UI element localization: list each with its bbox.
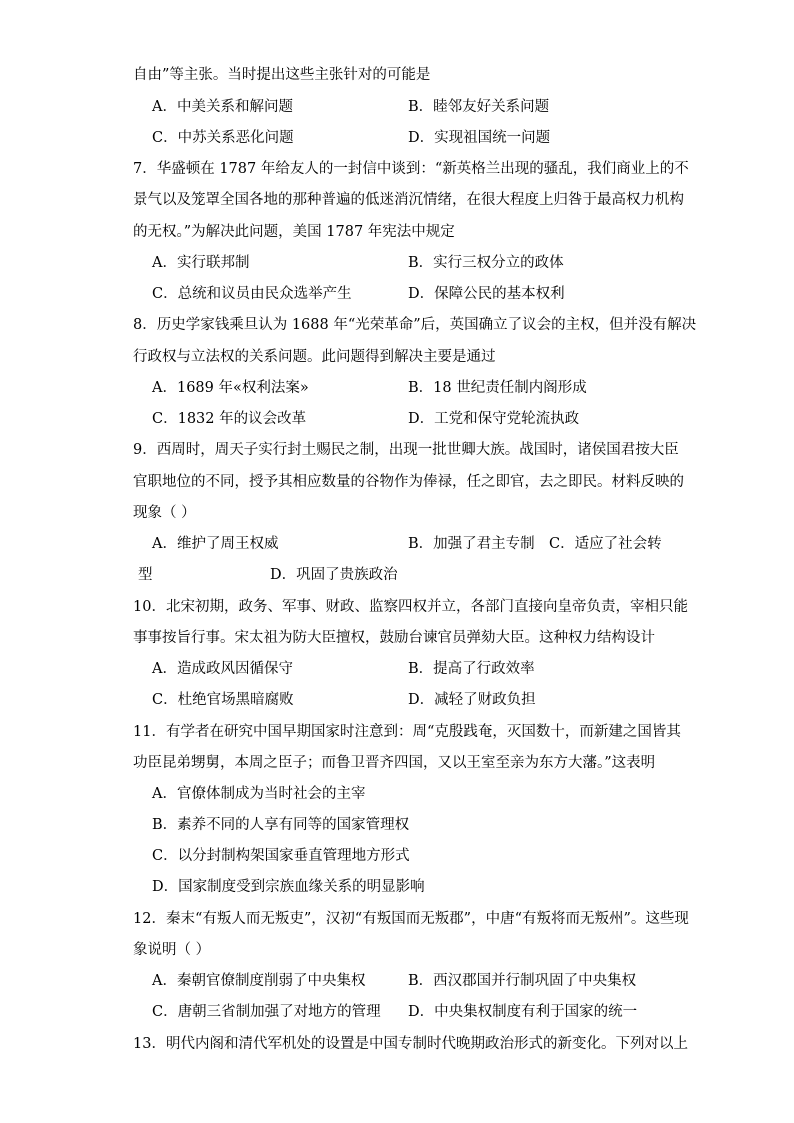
q10-option-b[interactable]: B．提高了行政效率: [408, 661, 535, 677]
q9-option-a[interactable]: A．维护了周王权威: [152, 536, 279, 552]
q8-option-b[interactable]: B．18 世纪责任制内阁形成: [408, 380, 587, 396]
q10-option-c[interactable]: C．杜绝官场黑暗腐败: [152, 692, 294, 708]
q10-stem-line2: 事事按旨行事。宋太祖为防大臣擅权，鼓励台谏官员弹劾大臣。这种权力结构设计: [133, 630, 655, 646]
q12-option-d[interactable]: D．中央集权制度有利于国家的统一: [408, 1004, 638, 1020]
q9-option-b[interactable]: B．加强了君主专制: [408, 536, 535, 552]
q7-stem-line2: 景气以及笼罩全国各地的那种普遍的低迷消沉情绪，在很大程度上归咎于最高权力机构: [133, 192, 684, 208]
q7-stem-line3: 的无权。”为解决此问题，美国 1787 年宪法中规定: [133, 224, 455, 240]
q12-stem-line1: 12．秦末“有叛人而无叛吏”，汉初“有叛国而无叛郡”，中唐“有叛将而无叛州”。这些现: [133, 911, 689, 927]
q12-stem-line2: 象说明（ ）: [133, 942, 211, 958]
q11-option-c[interactable]: C．以分封制构架国家垂直管理地方形式: [152, 848, 410, 864]
q7-option-b[interactable]: B．实行三权分立的政体: [408, 255, 564, 271]
q12-option-b[interactable]: B．西汉郡国并行制巩固了中央集权: [408, 973, 637, 989]
q8-option-d[interactable]: D．工党和保守党轮流执政: [408, 411, 580, 427]
q9-stem-line2: 官职地位的不同，授予其相应数量的谷物作为俸禄，任之即官，去之即民。材料反映的: [133, 474, 684, 490]
q6-option-a[interactable]: A．中美关系和解问题: [152, 99, 293, 115]
q7-option-a[interactable]: A．实行联邦制: [152, 255, 250, 271]
q11-stem-line1: 11．有学者在研究中国早期国家时注意到：周“克殷践奄，灭国数十，而新建之国皆其: [133, 724, 681, 740]
q8-option-c[interactable]: C．1832 年的议会改革: [152, 411, 307, 427]
q6-stem-tail: 自由”等主张。当时提出这些主张针对的可能是: [133, 67, 431, 83]
q7-stem-line1: 7．华盛顿在 1787 年给友人的一封信中谈到：“新英格兰出现的骚乱，我们商业上的不: [133, 161, 689, 177]
q11-option-d[interactable]: D．国家制度受到宗族血缘关系的明显影响: [152, 879, 425, 895]
q7-option-d[interactable]: D．保障公民的基本权利: [408, 286, 565, 302]
q7-option-c[interactable]: C．总统和议员由民众选举产生: [152, 286, 352, 302]
q12-option-c[interactable]: C．唐朝三省制加强了对地方的管理: [152, 1004, 381, 1020]
q8-stem-line1: 8．历史学家钱乘旦认为 1688 年“光荣革命”后，英国确立了议会的主权，但并没有解决: [133, 317, 697, 333]
q9-stem-line3: 现象（ ）: [133, 505, 196, 521]
q6-option-d[interactable]: D．实现祖国统一问题: [408, 130, 551, 146]
q9-option-c-wrap[interactable]: 型: [138, 567, 153, 583]
q9-stem-line1: 9．西周时，周天子实行封土赐民之制，出现一批世卿大族。战国时，诸侯国君按大臣: [133, 442, 679, 458]
q12-option-a[interactable]: A．秦朝官僚制度削弱了中央集权: [152, 973, 366, 989]
q9-option-c[interactable]: C．适应了社会转: [549, 536, 662, 552]
q10-option-d[interactable]: D．减轻了财政负担: [408, 692, 536, 708]
q8-stem-line2: 行政权与立法权的关系问题。此问题得到解决主要是通过: [133, 349, 496, 365]
q9-option-d[interactable]: D．巩固了贵族政治: [270, 567, 398, 583]
q11-option-b[interactable]: B．素养不同的人享有同等的国家管理权: [152, 817, 410, 833]
q10-stem-line1: 10．北宋初期，政务、军事、财政、监察四权并立，各部门直接向皇帝负责，宰相只能: [133, 599, 688, 615]
q13-stem-line1: 13．明代内阁和清代军机处的设置是中国专制时代晚期政治形式的新变化。下列对以上: [133, 1036, 688, 1052]
q11-option-a[interactable]: A．官僚体制成为当时社会的主宰: [152, 786, 366, 802]
q10-option-a[interactable]: A．造成政风因循保守: [152, 661, 293, 677]
q11-stem-line2: 功臣昆弟甥舅，本周之臣子；而鲁卫晋齐四国，又以王室至亲为东方大藩。”这表明: [133, 755, 656, 771]
q6-option-c[interactable]: C．中苏关系恶化问题: [152, 130, 294, 146]
q6-option-b[interactable]: B．睦邻友好关系问题: [408, 99, 550, 115]
q8-option-a[interactable]: A．1689 年«权利法案»: [152, 380, 309, 396]
